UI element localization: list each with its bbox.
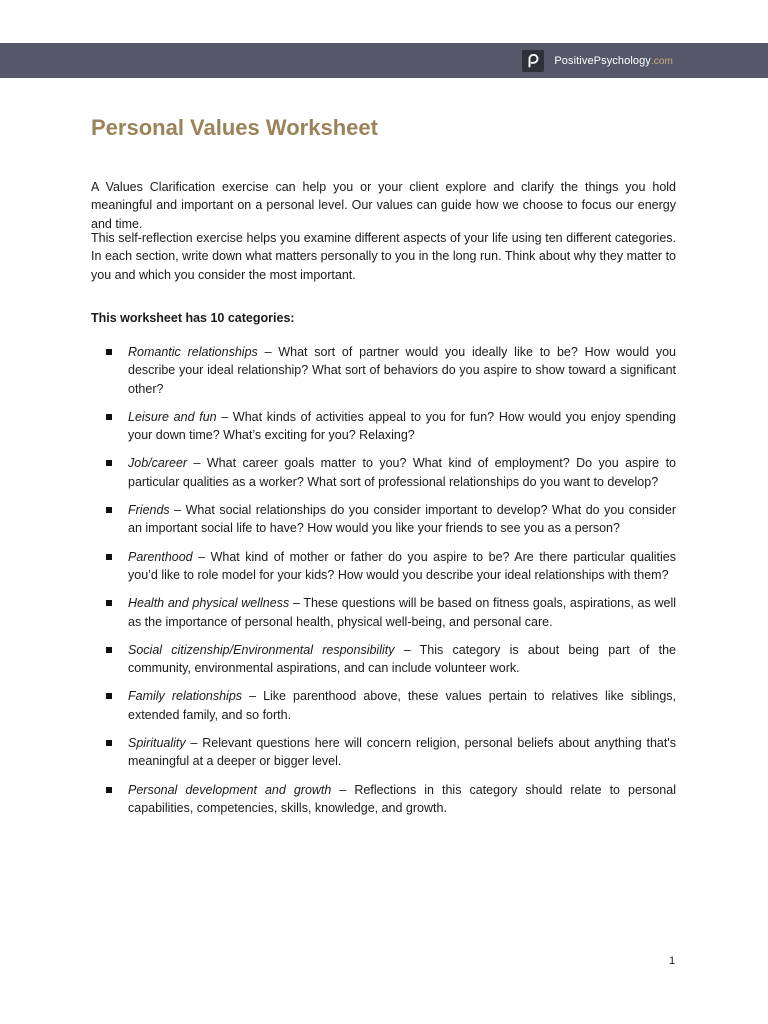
brand-name: PositivePsychology.com — [554, 55, 673, 67]
page-number: 1 — [669, 955, 676, 967]
category-name: Health and physical wellness — [128, 596, 290, 611]
category-name: Romantic relationships — [128, 345, 258, 359]
list-item — [91, 594, 676, 631]
category-name: Parenthood — [128, 549, 193, 564]
square-bullet-icon — [106, 349, 112, 355]
page-title: Personal Values Worksheet — [91, 115, 378, 140]
brand-tld: .com — [650, 56, 673, 67]
category-name: Personal development and growth — [128, 782, 332, 797]
list-item — [91, 734, 676, 771]
square-bullet-icon — [106, 600, 112, 606]
instructions-paragraph: This self-reflection exercise helps you examine different aspects of your life using ten different categories. In each section, write down what matters personally to you in the long run. Think about why they matter to you and which you consider the most important. — [91, 231, 676, 282]
list-item — [91, 548, 676, 585]
list-item — [91, 408, 676, 445]
square-bullet-icon — [106, 460, 112, 466]
square-bullet-icon — [106, 740, 112, 746]
positivepsychology-logo-icon — [522, 50, 544, 72]
brand[interactable] — [522, 50, 673, 72]
category-name: Social citizenship/Environmental responsibility — [128, 642, 395, 657]
list-item — [91, 343, 676, 398]
list-item — [91, 781, 676, 818]
intro-paragraph: A Values Clarification exercise can help you or your client explore and clarify the things you hold meaningful and important on a personal level. Our values can guide how we choose to focus our energy and time. — [91, 180, 676, 231]
category-description: – What social relationships do you consider important to develop? What do you consider an important social life to have? How would you like your friends to see you as a person? — [128, 503, 676, 536]
category-description: – This category is about being part of the community, environmental aspirations, and can include volunteer work. — [128, 642, 676, 676]
category-description: – Like parenthood above, these values pertain to relatives like siblings, extended family, and so forth. — [128, 689, 676, 722]
square-bullet-icon — [106, 414, 112, 420]
square-bullet-icon — [106, 647, 112, 653]
square-bullet-icon — [106, 507, 112, 513]
category-description: – What sort of partner would you ideally like to be? How would you describe your ideal relationship? What sort of behaviors do you aspire to show toward a significant other? — [128, 345, 676, 396]
category-description: – What kind of mother or father do you aspire to be? Are there particular qualities you’d like to role model for your kids? How would you describe your ideal relationships with them? — [128, 549, 676, 582]
list-item — [91, 641, 676, 678]
list-item — [91, 501, 676, 538]
category-name: Spirituality — [128, 736, 186, 751]
category-description: – What kinds of activities appeal to you for fun? How would you enjoy spending your down time? What’s exciting for you? Relaxing? — [128, 409, 676, 443]
category-description: – Reflections in this category should relate to personal capabilities, competencies, skills, knowledge, and growth. — [128, 782, 676, 815]
category-description: – What career goals matter to you? What kind of employment? Do you aspire to particular qualities as a worker? What sort of professional relationships do you want to develop? — [128, 456, 676, 489]
category-description: – Relevant questions here will concern religion, personal beliefs about anything that's meaningful at a deeper or bigger level. — [128, 736, 676, 769]
category-name: Friends — [128, 503, 170, 518]
categories-heading: This worksheet has 10 categories: — [91, 311, 295, 325]
square-bullet-icon — [106, 554, 112, 560]
list-item — [91, 454, 676, 491]
category-description: – These questions will be based on fitness goals, aspirations, as well as the importance of personal health, physical well-being, and personal care. — [128, 596, 676, 629]
list-item — [91, 687, 676, 724]
square-bullet-icon — [106, 693, 112, 699]
header-band — [0, 43, 768, 78]
category-name: Leisure and fun — [128, 409, 217, 424]
categories-list — [91, 343, 676, 827]
category-name: Job/career — [128, 456, 188, 471]
square-bullet-icon — [106, 787, 112, 793]
category-name: Family relationships — [128, 689, 243, 704]
